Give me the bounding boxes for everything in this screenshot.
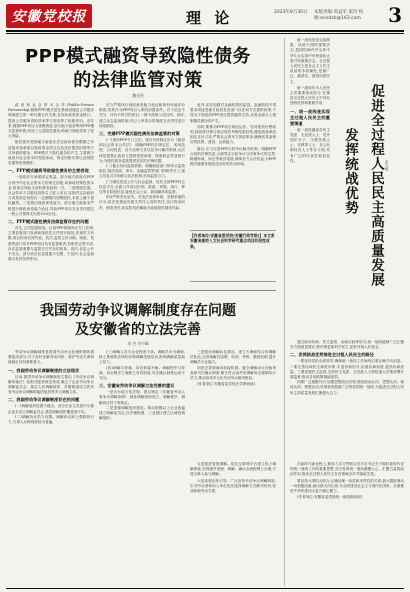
paragraph: (作者单位:安徽省委党校法学教研部) xyxy=(197,382,255,387)
paragraph: 政府和社会资本合作(Public-Private Partnership,简称PPP)模式是在基础设施及公共服务领域建立的一种长期合作关系,在弥补政府资金缺口、提高公共服务供给效率等方面发挥了积极作用。近年来,随着PPP项目大规模推进,部分地方政府利用PPP模式变相举债,形成了大量隐性债务,给地方财政带来了较大风险。 xyxy=(8,103,94,139)
paragraph: (二)健全协同监管机制。明确财政部门的牵头监管地位,厘清发改、审计、金融监管等部门的职责分工,建立信息共享和联合执法机制,形成监管合力。 xyxy=(99,164,185,179)
paragraph: 五是推进智慧调解。依托互联网平台建立线上调解系统,实现案件受理、调解、确认全流程网上办理,方便当事人参与调解。 xyxy=(190,462,276,477)
paragraph: 目前,我国劳动争议调解制度主要由《劳动争议调解仲裁法》及相关配套规定构成,确立了企业劳动争议调解委员会、基层人民调解组织、乡镇街道设立的具有劳动争议调解职能的组织等多元调解主体。 xyxy=(8,374,94,395)
paragraph: 统一战线是党克敌制胜、执政兴国的重要法宝,是团结海内外全体中华儿女实现中华民族伟大复兴的重要法宝。全过程人民民主是社会主义民主政治的本质属性,是最广泛、最真实、最管用的民主。 xyxy=(290,38,330,84)
author-note-box xyxy=(190,230,276,282)
paragraph: (三)强化信息公开与社会监督。依托全国PPP综合信息平台,全面公开项目识别、准备、采购、执行、移交等各阶段信息,接受社会公众、新闻媒体的监督。 xyxy=(99,179,185,195)
column-divider xyxy=(284,38,285,586)
paragraph: 四是完善调裁诉衔接机制。健全调解协议仲裁审查和司法确认制度,赋予符合条件的调解协议强制执行效力,推动形成多元化劳动争议解决格局。 xyxy=(190,365,276,381)
subheading: 一、统一战线是实现全过程人民民主的重要渠道 xyxy=(290,108,330,126)
paragraph: 三是强化调解队伍建设。建立专兼职结合的调解员队伍,完善调解员选聘、培训、考核、激励机制,提升调解员专业能力。 xyxy=(190,350,276,365)
article2-column-2 xyxy=(99,350,185,586)
paragraph: 四要广泛凝聚共识,加强思想政治引领,增进政治认同、思想认同、理论认同、情感认同,巩固和发展最广泛的爱国统一战线,为促进全过程人民民主高质量发展汇聚强大合力。 xyxy=(290,380,404,395)
article2-column-4 xyxy=(190,462,276,586)
paragraph: 一是政府方承诺固定收益。部分地方政府在PPP合同中约定社会资本方的固定回报,或承诺回购投资本金,将项目风险全部转移至政府一方。二是明股实债。社会资本方以股权投资名义进入项目,实际约定由政府方或其指定机构在一定期限内回购股权,本质上属于债权融资。三是超出财政承受能力。部分地方政府未严格进行财政承受能力论证,导致PPP项目支出责任超过一般公共预算支出的10%红线。 xyxy=(8,175,94,216)
paragraph: (四)调解与仲裁、诉讼衔接不畅。调解程序与仲裁、诉讼程序之间缺乏有效衔接,司法确认制度运用不充分。 xyxy=(99,365,185,381)
paragraph: 隐性债务是指地方政府在法定政府债务限额之外直接或者承诺以财政资金偿还以及违法提供担保等方式举借的债务。PPP模式下隐性债务的产生,主要源于政府对社会资本的兜底承诺、固定回报安排以及明股实债等违规操作。 xyxy=(8,140,94,166)
paragraph: (一)调解组织设置不健全。部分企业尤其是中小微企业未设立调解委员会,基层调解组织覆盖面不足。 xyxy=(8,404,94,414)
subheading: 三、完善PPP模式隐性债务法律监管的对策 xyxy=(99,131,180,137)
article2-column-1 xyxy=(8,350,94,586)
paragraph: (作者单位:安徽省委党校统一战线教研部) xyxy=(297,495,363,500)
section-title: 理 论 xyxy=(186,9,234,27)
paragraph: 此外,还应加强对金融机构的监管。金融机构不得要求或接受地方政府及其部门以任何方式提供担保,不得为不规范的PPP项目提供融资支持,从资金源头上遏制隐性债务的产生。 xyxy=(190,103,276,123)
paragraph: 要坚持大团结大联合,正确处理一致性和多样性的关系,最大限度调动一切积极因素,画出最大同心圆,为全面建设社会主义现代化国家、全面推进中华民族伟大复兴凝心聚力。 xyxy=(290,478,404,494)
subheading: 一、我国劳动争议调解制度的立法现状 xyxy=(8,367,80,373)
paragraph: (一)加快PPP专门立法。建议尽快制定出台《政府和社会资本合作法》,明确PPP的法律定位、适用范围、合同性质、各方权利义务以及争议解决机制,从法律层面禁止政府方提供兜底承诺、保底收益等违规行为,为隐性债务监管提供坚实的法律依据。 xyxy=(99,138,185,163)
subheading: 二、发挥统战优势推进全过程人民民主的路径 xyxy=(290,352,374,358)
article1-title-line1: PPP模式融资导致隐性债务 xyxy=(24,46,252,67)
subheading: 二、我国劳动争议调解制度存在的问题 xyxy=(8,397,80,403)
paragraph: 通过政治协商、民主监督、参政议政等形式,统一战线能够广泛汇聚各方面意见建议,使决策更加科学民主,更好体现人民意志。 xyxy=(290,340,404,350)
paragraph: 在新时代新征程上,要深入学习贯彻习近平总书记关于做好新时代党的统一战线工作的重要思想,充分发挥统一战线凝聚人心、汇聚力量的政治作用,推动全过程人民民主在各领域各环节落地生根。 xyxy=(290,462,404,477)
subheading: 二、PPP模式隐性债务法律监管存在的问题 xyxy=(8,219,89,225)
article2-title-line1: 我国劳动争议调解制度存在问题 xyxy=(40,303,236,319)
paragraph: 应当严格执行财政承受能力论证和物有所值评价制度,将其作为PPP项目入库的前置条件。对于论证不充分、评价不科学的项目,一律不得纳入项目库。同时,建立动态监测机制,对已入库项目的财政支出责任进行持续跟踪。 xyxy=(99,103,185,128)
paragraph: 一是出台地方性法规。建议制定《安徽省劳动人事争议调解条例》,细化调解组织设立、调解程序、调解协议效力等规定。 xyxy=(99,390,185,405)
paragraph: 一要坚持党的全面领导,确保统一战线工作始终沿着正确方向前进。二要完善协商民主制度体系,丰富协商形式,拓展协商渠道,提高协商质量。三要加强民主监督,支持民主党派、无党派人士围绕重大决策部署开展监督,推动各项政策落地见效。 xyxy=(290,359,404,380)
article1-author: 魏光明 xyxy=(132,93,144,98)
paragraph: 二是加强调解组织建设。推动规模以上企业普遍建立调解委员会,在乡镇街道、工业园区建立区域性调解组织。 xyxy=(99,405,185,421)
article1-title-line2: 的法律监管对策 xyxy=(73,70,203,91)
paragraph: 劳动争议调解制度是我国劳动争议处理机制的重要组成部分,对于及时化解劳动纠纷、维护劳动关系和谐稳定具有重要意义。 xyxy=(8,350,94,365)
page-number: 3 xyxy=(388,3,402,27)
article1-column-3 xyxy=(190,103,276,227)
paragraph: (二)调解协议效力有限。调解协议缺乏强制执行力,当事人反悔现象较为普遍。 xyxy=(8,414,94,425)
right-article-title-line1: 促进全过程人民民主高质量发展 xyxy=(368,84,384,287)
paragraph: (三)调解人员专业化程度不高。调解员多为兼职,缺乏系统的法律知识和调解技能培训,影响调解质量和公信力。 xyxy=(99,350,185,365)
paragraph: 统一战线涵盖各民主党派、无党派人士、党外知识分子、少数民族人士、宗教界人士、非公有制经济人士等各方面,具有广泛的代表性和包容性。 xyxy=(290,127,330,163)
article1-column-1 xyxy=(8,103,94,287)
right-article-title-line2: 发挥统战优势 xyxy=(342,128,358,215)
masthead-rule xyxy=(6,30,404,32)
article1-column-2 xyxy=(99,103,185,287)
right-article-author: 孟凡明 xyxy=(385,160,389,171)
paragraph: 统一战线作为人民民主的重要组成部分,在推进全过程人民民主中具有独特优势和重要作用。 xyxy=(290,85,330,106)
article-divider xyxy=(8,290,276,291)
right-article-column-c xyxy=(290,462,404,586)
article2-column-3 xyxy=(190,350,276,460)
article2-title-line2: 及安徽省的立法完善 xyxy=(75,322,201,338)
paragraph: (四)严格责任追究。对违法违规举债、变相举债的行为,依法依规追究相关责任人员的责任,实行终身问责、倒查责任,切实防范化解地方政府隐性债务风险。 xyxy=(99,195,185,210)
right-article-column-a xyxy=(290,38,330,338)
subheading: 一、PPP模式融资导致隐性债务的主要表现 xyxy=(8,168,89,174)
paragraph: 六是加强宣传引导。广泛宣传劳动争议调解制度,引导劳动者和用人单位优先选择调解方式解决纠纷,营造和谐劳动关系。 xyxy=(190,478,276,494)
subheading: 三、安徽省劳动争议调解立法完善的建议 xyxy=(99,383,175,389)
paragraph: 首先,立法层级较低。目前PPP领域尚无专门法律,主要依靠部门规章和规范性文件进行规范,法律效力有限,难以形成有效约束。其次,监管主体分散。财政、发改等部门均对PPP项目负有监管职责,但职责边界不清,存在监管重叠与监管空白并存的现象。再次,信息公开不充分。部分项目信息披露不完整、不及时,社会监督难以有效发挥作用。 xyxy=(8,226,94,262)
masthead xyxy=(6,4,404,30)
right-article-column-b xyxy=(290,340,404,460)
issue-date: 2023年8月30日 xyxy=(274,10,308,15)
editors-line: 本版责编:周益军 张玲 校稿:anxdxb@163.com xyxy=(314,10,364,21)
page-bottom-rule xyxy=(6,588,404,589)
paragraph: 最后,应当完善PPP合同争议解决机制。明确PPP合同的法律性质,合理界定行政争议与民事争议的边界,畅通仲裁、诉讼等救济渠道,保障各方合法权益,为PPP模式健康发展营造良好的法治环境。 xyxy=(190,146,276,167)
masthead-rule-thin xyxy=(6,33,404,34)
newspaper-logo: 安徽党校报 xyxy=(6,4,92,28)
article2-author: 刘 杰 李中峰 xyxy=(127,341,149,346)
author-note: 【作者单位:安徽省委党校(安徽行政学院)】本文系安徽省高校人文社会科学研究重点项目阶段性成果。 xyxy=(190,233,275,249)
paragraph: 同时,要推动PPP项目规范运作。坚持按效付费原则,将政府付费与项目绩效考核结果挂钩,避免政府承担固定支付义务;严格社会资本方资质审查,确保其具备相应的投资、建设、运营能力。 xyxy=(190,124,276,145)
